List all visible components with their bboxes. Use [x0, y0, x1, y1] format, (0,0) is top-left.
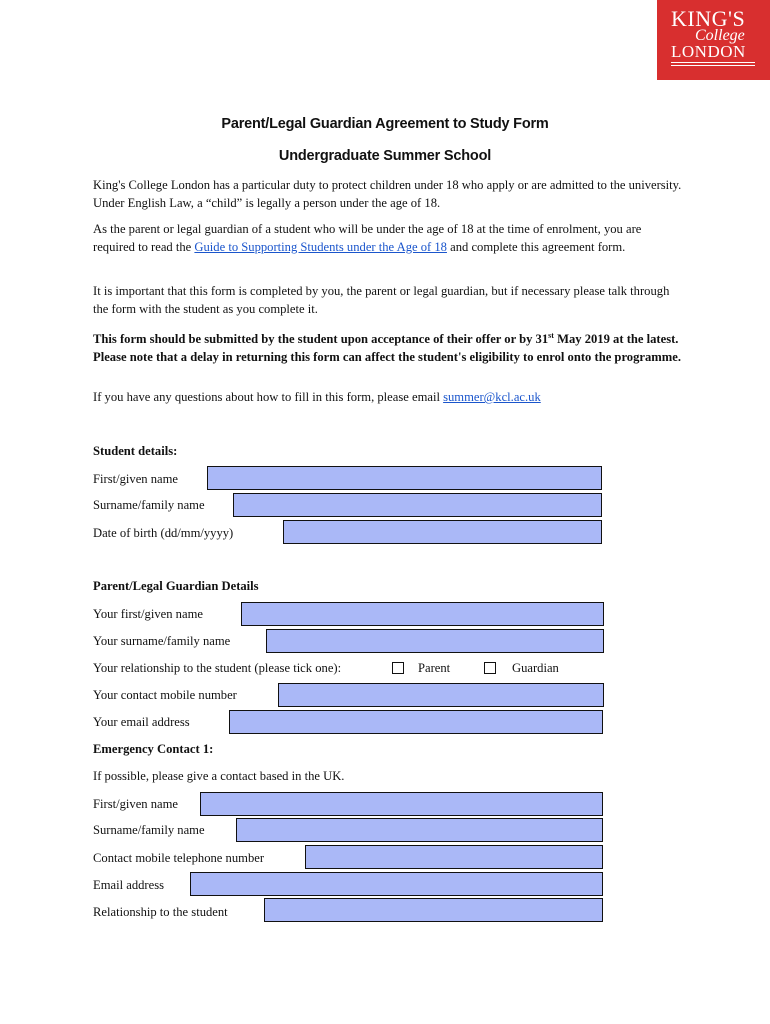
emergency-first-name-label: First/given name	[93, 797, 178, 811]
parent-checkbox[interactable]	[392, 662, 404, 674]
guardian-option-label: Guardian	[512, 661, 559, 675]
emergency-surname-label: Surname/family name	[93, 823, 205, 837]
logo-line-1: KING'S	[671, 6, 746, 31]
emergency-mobile-field[interactable]	[305, 845, 603, 869]
parent-mobile-field[interactable]	[278, 683, 604, 707]
form-title: Parent/Legal Guardian Agreement to Study Form	[221, 116, 549, 132]
contact-paragraph	[93, 389, 683, 407]
emergency-email-field[interactable]	[190, 872, 603, 896]
emergency-mobile-label: Contact mobile telephone number	[93, 851, 265, 865]
emergency-email-label: Email address	[93, 878, 164, 892]
parent-details-heading: Parent/Legal Guardian Details	[93, 579, 259, 593]
parent-email-label: Your email address	[93, 715, 190, 729]
emergency-surname-field[interactable]	[236, 818, 603, 842]
logo-rule	[671, 62, 755, 63]
deadline-text-end: May 2019 at the latest. Please note that a delay in returning this form can affect the student's eligibility to enrol onto the programme.	[93, 332, 682, 364]
parent-email-field[interactable]	[229, 710, 603, 734]
student-surname-field[interactable]	[233, 493, 602, 517]
emergency-relationship-label: Relationship to the student	[93, 905, 228, 919]
parent-mobile-label: Your contact mobile number	[93, 688, 237, 702]
kings-college-london-logo	[657, 0, 770, 80]
parent-option-label: Parent	[418, 661, 451, 675]
form-subtitle: Undergraduate Summer School	[278, 148, 492, 164]
student-surname-label: Surname/family name	[93, 498, 205, 512]
student-details-heading: Student details:	[93, 444, 178, 458]
guardian-checkbox[interactable]	[484, 662, 496, 674]
parent-surname-field[interactable]	[266, 629, 604, 653]
student-dob-label: Date of birth (dd/mm/yyyy)	[93, 526, 234, 540]
deadline-paragraph	[93, 327, 683, 366]
contact-text: If you have any questions about how to fill in this form, please email	[93, 390, 444, 404]
intro-paragraph-3: It is important that this form is completed by you, the parent or legal guardian, but if necessary please talk through the form with the student as you complete it.	[93, 284, 670, 316]
guide-link[interactable]: Guide to Supporting Students under the Age of 18	[194, 239, 447, 254]
emergency-contact-heading: Emergency Contact 1:	[93, 742, 214, 756]
parent-first-name-field[interactable]	[241, 602, 604, 626]
parent-surname-label: Your surname/family name	[93, 634, 231, 648]
emergency-note: If possible, please give a contact based in the UK.	[93, 769, 345, 783]
parent-first-name-label: Your first/given name	[93, 607, 203, 621]
deadline-ordinal: st	[548, 331, 554, 340]
email-link[interactable]: summer@kcl.ac.uk	[443, 390, 541, 404]
intro-p2-text: As the parent or legal guardian of a student who will be under the age of 18 at the time of enrolment, you are required to read the	[93, 222, 642, 254]
student-first-name-label: First/given name	[93, 472, 178, 486]
intro-p2-text-end: and complete this agreement form.	[446, 239, 626, 254]
emergency-first-name-field[interactable]	[200, 792, 603, 816]
logo-rule	[671, 65, 755, 66]
deadline-text: This form should be submitted by the student upon acceptance of their offer or by 31	[93, 332, 549, 347]
student-dob-field[interactable]	[283, 520, 602, 544]
logo-line-2: College	[695, 27, 745, 44]
relationship-label: Your relationship to the student (please tick one):	[93, 661, 342, 675]
student-first-name-field[interactable]	[207, 466, 602, 490]
intro-paragraph-2	[93, 221, 683, 256]
emergency-relationship-field[interactable]	[264, 898, 603, 922]
logo-line-3: LONDON	[671, 42, 746, 61]
intro-paragraph-1: King's College London has a particular duty to protect children under 18 who apply or are admitted to the university. Under English Law, a “child” is legally a person under the age of 18.	[93, 178, 682, 210]
